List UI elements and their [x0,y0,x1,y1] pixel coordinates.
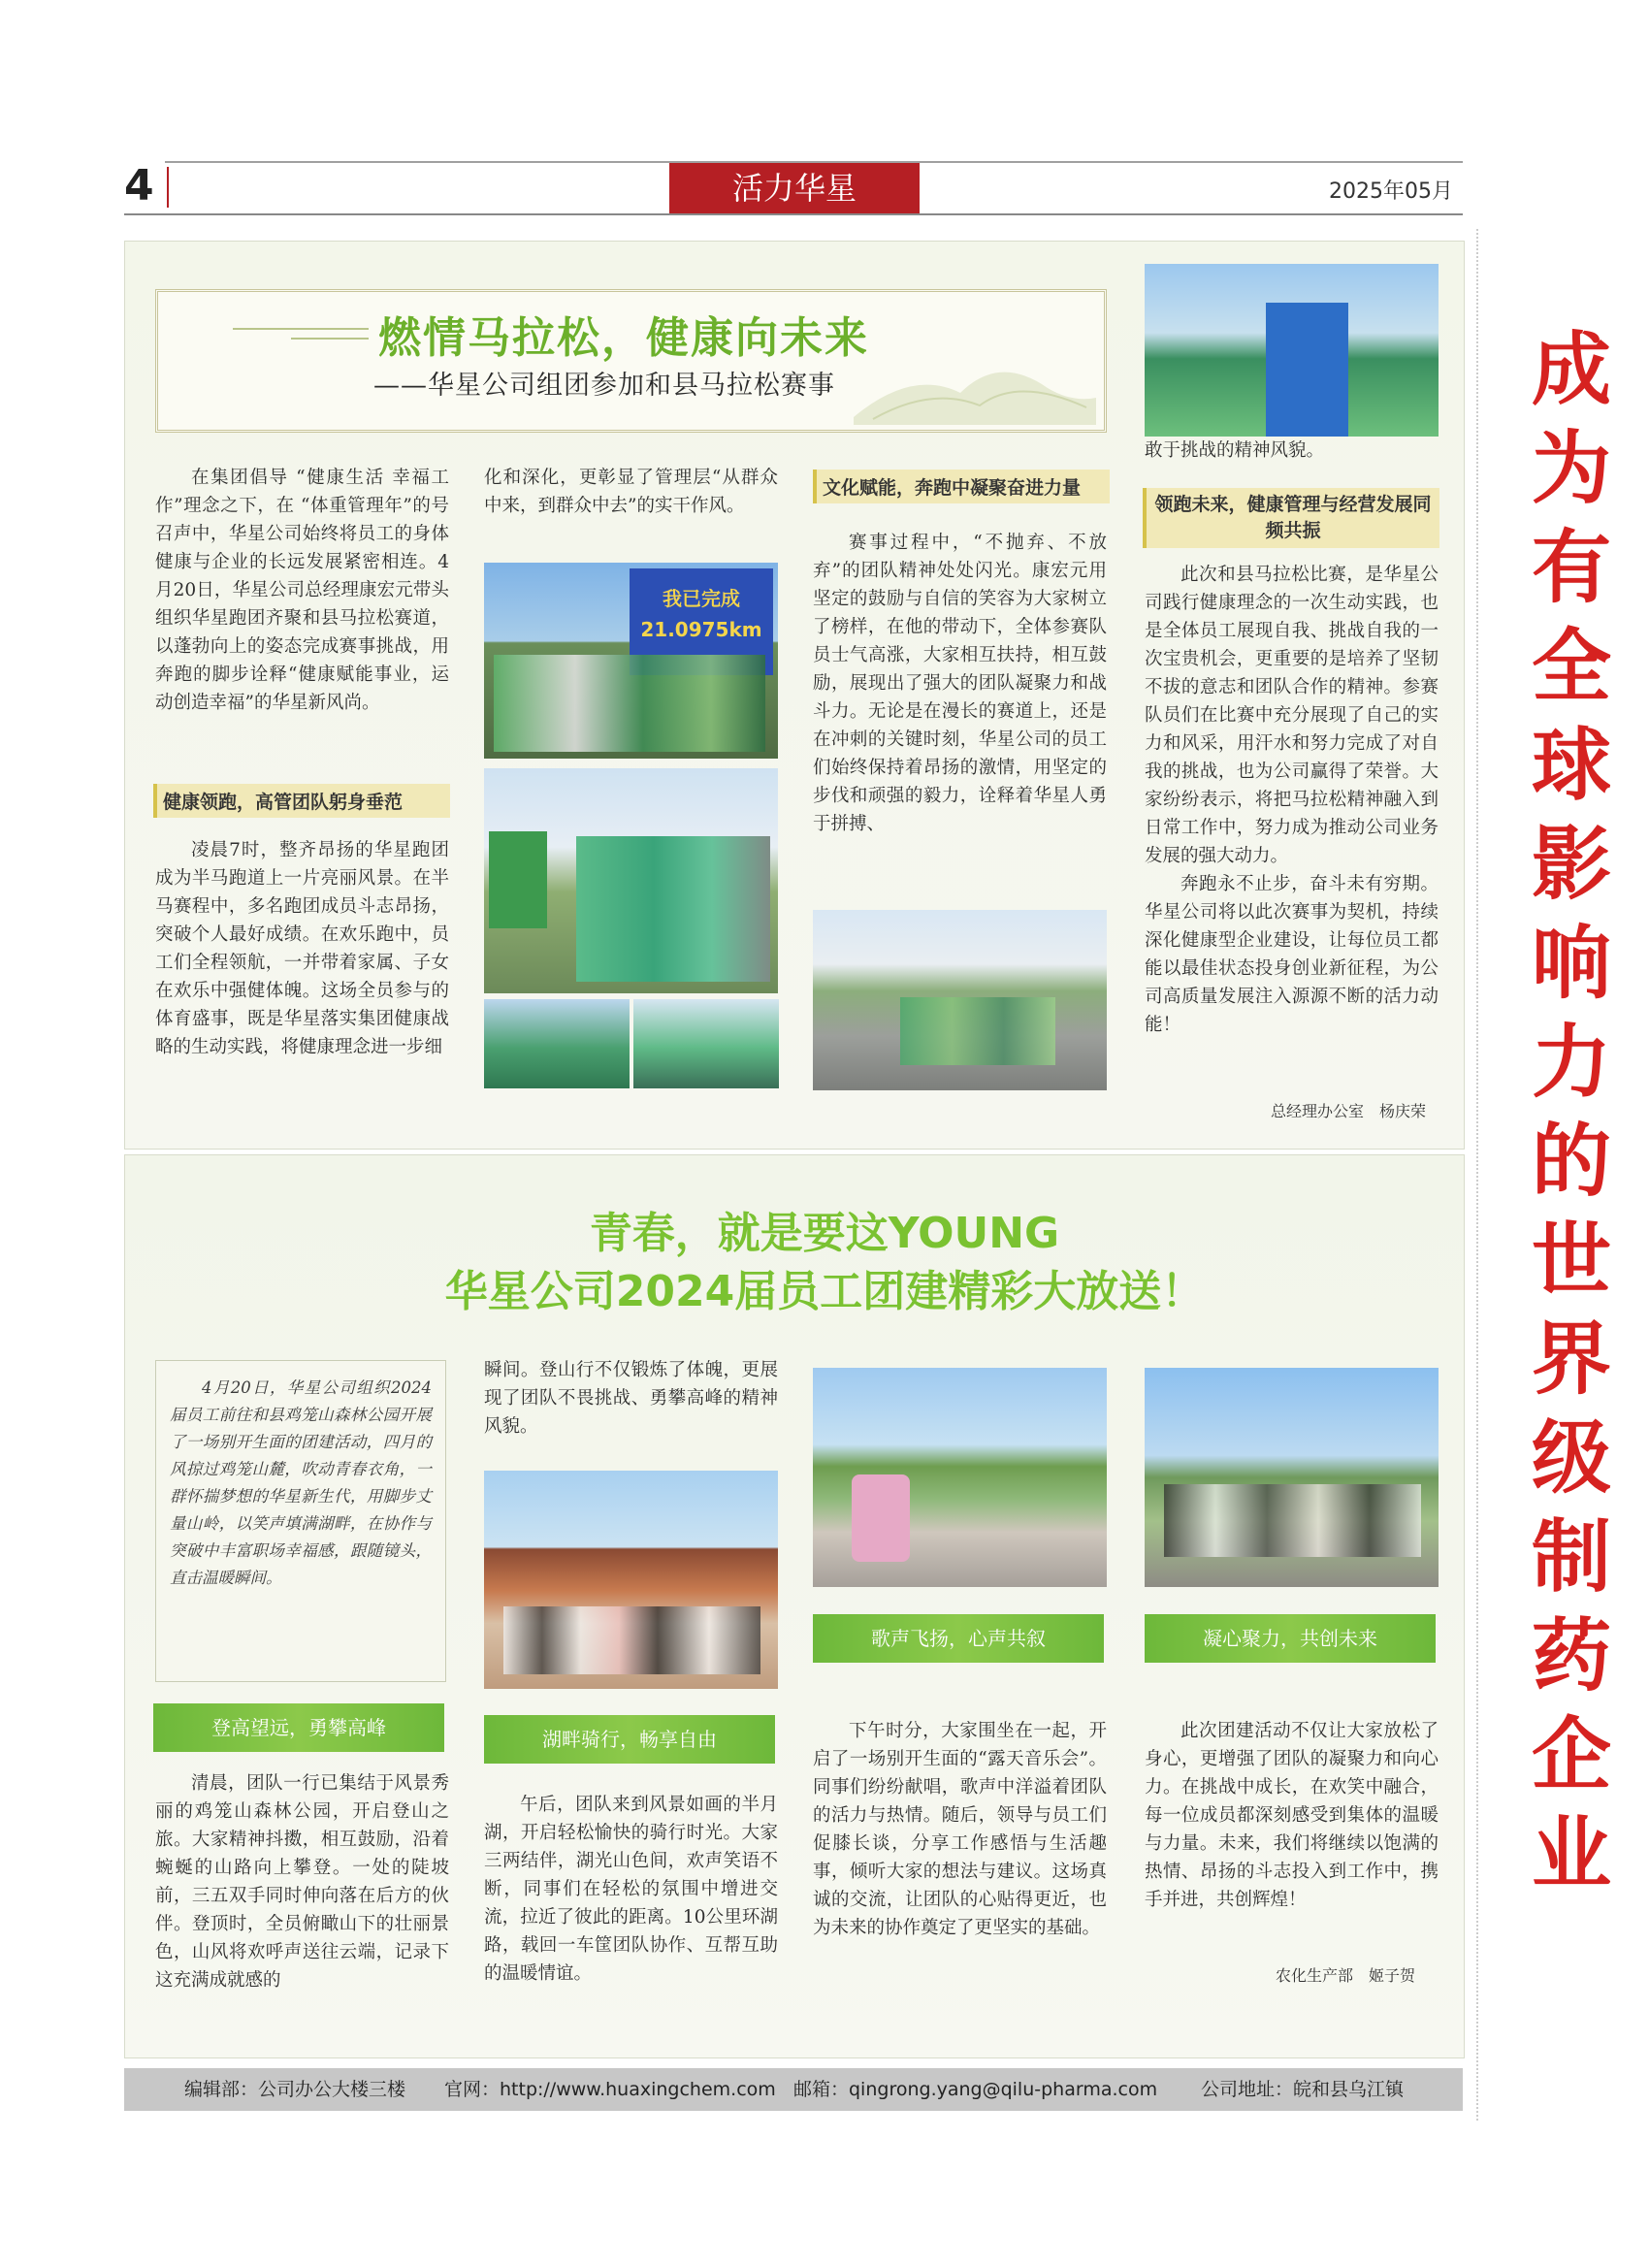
photo-group-park [1145,1368,1439,1587]
title-deco-line [291,338,369,340]
article2-title-line1: 青春，就是要这YOUNG [589,1209,1060,1258]
runner-blue [1266,303,1348,437]
runners-group [494,655,765,752]
article2-col1 [155,1769,449,1994]
article1-col3 [813,529,1107,838]
runners [900,997,1055,1065]
footer-bar [124,2068,1463,2111]
footer-address: 公司地址：皖和县乌江镇 [1201,2079,1405,2100]
page-number: 4 [124,161,154,211]
section-bar: 登高望远，勇攀高峰 [153,1703,444,1752]
mountain-decoration [854,349,1096,425]
runners [576,836,770,982]
slogan-char: 成 [1531,323,1611,416]
article1-col1b [155,836,449,1061]
slogan-char: 业 [1531,1807,1611,1900]
slogan-char: 级 [1531,1411,1611,1505]
paragraph: 下午时分，大家围坐在一起，开启了一场别开生面的“露天音乐会”。同事们纷纷献唱，歌声中洋溢着团队的活力与热情。随后，领导与员工们促膝长谈，分享工作感悟与生活趣事，倾听大家的想法与建议。这场真诚的交流，让团队的心贴得更近，也为未来的协作奠定了更坚实的基础。 [813,1721,1107,1938]
footer-website: 官网：http://www.huaxingchem.com [444,2079,776,2100]
slogan-char: 药 [1531,1609,1611,1702]
bus [489,831,547,928]
issue-date: 2025年05月 [1329,179,1453,204]
section-bar: 凝心聚力，共创未来 [1145,1614,1436,1663]
slogan-char: 影 [1531,818,1611,911]
article1-signature: 总经理办公室 杨庆荣 [1271,1102,1427,1120]
photo-road-race [813,910,1107,1090]
slogan-char: 制 [1531,1510,1611,1604]
article2-col2 [484,1356,778,1441]
article2-col2b [484,1791,778,1988]
slogan-char: 界 [1531,1312,1611,1406]
article2-col4 [1145,1717,1439,1914]
article1-col4 [1145,437,1439,465]
photo-runners-closeup [1145,264,1439,437]
article2-intro: 4月20日，华星公司组织2024届员工前往和县鸡笼山森林公园开展了一场别开生面的团建活动，四月的风掠过鸡笼山麓，吹动青春衣角，一群怀揣梦想的华星新生代，用脚步丈量山岭，以笑声填满湖畔，在协作与突破中丰富职场幸福感，跟随镜头，直击温暖瞬间。 [170,1378,432,1587]
article2-signature: 农化生产部 姬子贺 [1276,1966,1416,1985]
footer-email: 邮箱：qingrong.yang@qilu-pharma.com [793,2079,1158,2100]
article1-col2 [484,464,778,520]
article2-col3 [813,1717,1107,1942]
photo-runners-small-2 [633,999,779,1088]
paragraph: 赛事过程中，“不抛弃、不放弃”的团队精神处处闪光。康宏元用坚定的鼓励与自信的笑容为大家树立了榜样，在他的带动下，全体参赛队员士气高涨，大家相互扶持，相互鼓励，展现出了强大的团队凝聚力和战斗力。无论是在漫长的赛道上，还是在冲刺的关键时刻，华星公司的员工们始终保持着昂扬的激情，用坚定的步伐和顽强的毅力，诠释着华星人勇于拼搏、 [813,533,1107,834]
subhead: 健康领跑，高管团队躬身垂范 [153,784,450,818]
dotted-divider [1476,229,1478,2121]
group-people [1164,1484,1421,1557]
header-divider [167,167,169,208]
slogan-char: 世 [1531,1214,1611,1307]
paragraph: 奔跑永不止步，奋斗未有穷期。华星公司将以此次赛事为契机，持续深化健康型企业建设，让每位员工都能以最佳状态投身创业新征程，为公司高质量发展注入源源不断的活力动能！ [1145,874,1439,1035]
photo-cycling [813,1368,1107,1587]
corporate-slogan [1513,320,1630,1903]
photo-group-temple [484,1471,778,1689]
section-bar: 歌声飞扬，心声共叙 [813,1614,1104,1663]
photo-runners-cheering [484,768,778,993]
paragraph: 化和深化，更彰显了管理层“从群众中来，到群众中去”的实干作风。 [484,468,778,516]
slogan-char: 企 [1531,1708,1611,1801]
slogan-char: 全 [1531,620,1611,713]
photo-finish-group [484,563,778,759]
article1-title: 燃情马拉松，健康向未来 [378,313,869,363]
group-people [503,1606,760,1674]
paragraph: 午后，团队来到风景如画的半月湖，开启轻松愉快的骑行时光。大家三两结伴，湖光山色间，欢声笑语不断，同事们在轻松的氛围中增进交流，拉近了彼此的距离。10公里环湖路，载回一车筐团队协作、互帮互助的温暖情谊。 [484,1795,778,1984]
footer-editor: 编辑部：公司办公大楼三楼 [184,2079,406,2100]
photo-runners-small-1 [484,999,630,1088]
paragraph: 敢于挑战的精神风貌。 [1145,440,1325,461]
article1-subtitle: ——华星公司组团参加和县马拉松赛事 [373,371,835,401]
paragraph: 在集团倡导 “健康生活 幸福工作”理念之下，在 “体重管理年”的号召声中，华星公司始终将员工的身体健康与企业的长远发展紧密相连。4月20日，华星公司总经理康宏元带头组织华星跑团齐聚和县马拉松赛道，以蓬勃向上的姿态完成赛事挑战，用奔跑的脚步诠释“健康赋能事业，运动创造幸福”的华星新风尚。 [155,468,449,713]
paragraph: 此次团建活动不仅让大家放松了身心，更增强了团队的凝聚力和向心力。在挑战中成长，在欢笑中融合，每一位成员都深刻感受到集体的温暖与力量。未来，我们将继续以饱满的热情、昂扬的斗志投入到工作中，携手并进，共创辉煌！ [1145,1721,1439,1910]
slogan-char: 的 [1531,1115,1611,1208]
bicycle [852,1474,910,1562]
finish-banner: 我已完成 21.0975km [630,568,773,675]
article2-intro-box [155,1360,446,1682]
article2-title-line2: 华星公司2024届员工团建精彩大放送！ [444,1267,1205,1316]
paragraph: 清晨，团队一行已集结于风景秀丽的鸡笼山森林公园，开启登山之旅。大家精神抖擞，相互鼓励，沿着蜿蜒的山路向上攀登。一处的陡坡前，三五双手同时伸向落在后方的伙伴。登顶时，全员俯瞰山下的壮丽景色，山风将欢呼声送往云端，记录下这充满成就感的 [155,1773,449,1991]
slogan-char: 有 [1531,521,1611,614]
slogan-char: 为 [1531,422,1611,515]
slogan-char: 响 [1531,917,1611,1010]
title-deco-line [233,328,369,330]
article1-col4b [1145,561,1439,1039]
subhead: 文化赋能，奔跑中凝聚奋进力量 [813,470,1110,503]
subhead: 领跑未来，健康管理与经营发展同频共振 [1143,488,1439,548]
slogan-char: 力 [1531,1016,1611,1109]
section-title: 活力华星 [669,163,920,213]
section-bar: 湖畔骑行，畅享自由 [484,1715,775,1764]
paragraph: 此次和县马拉松比赛，是华星公司践行健康理念的一次生动实践，也是全体员工展现自我、挑战自我的一次宝贵机会，更重要的是培养了坚韧不拔的意志和团队合作的精神。参赛队员们在比赛中充分展现了自己的实力和风采，用汗水和努力完成了对自我的挑战，也为公司赢得了荣誉。大家纷纷表示，将把马拉松精神融入到日常工作中，努力成为推动公司业务发展的强大动力。 [1145,565,1439,866]
paragraph: 瞬间。登山行不仅锻炼了体魄，更展现了团队不畏挑战、勇攀高峰的精神风貌。 [484,1360,778,1437]
article1-col1 [155,464,449,717]
slogan-char: 球 [1531,719,1611,812]
paragraph: 凌晨7时，整齐昂扬的华星跑团成为半马跑道上一片亮丽风景。在半马赛程中，多名跑团成员斗志昂扬，突破个人最好成绩。在欢乐跑中，员工们全程领航，一并带着家属、子女在欢乐中强健体魄。这场全员参与的体育盛事，既是华星落实集团健康战略的生动实践，将健康理念进一步细 [155,840,449,1057]
